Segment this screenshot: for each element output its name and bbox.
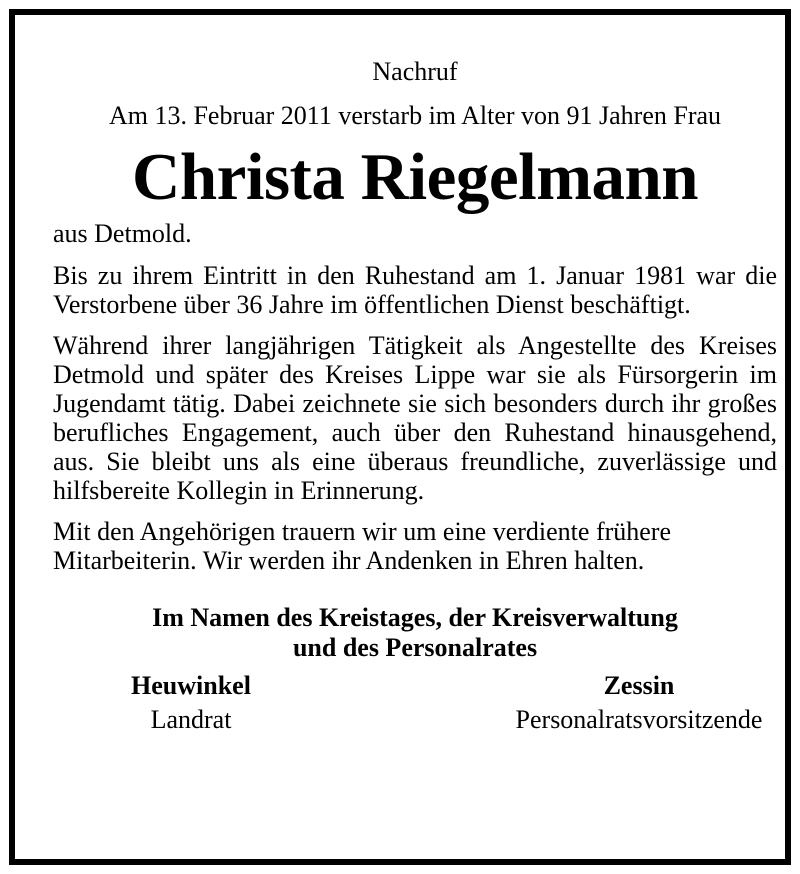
paragraph-work: Während ihrer langjährigen Tätigkeit als Angestellte des Kreises Detmold und später des Kreises Lippe war sie als Fürsorgerin im Jugendamt tätig. Dabei zeichnete sie sich besonders durch ihr großes berufliches Engagement, auch über den Ruhestand hinausgehend, aus. Sie bleibt uns als eine überaus freundliche, zuverlässige und hilfsbereite Kollegin in Erinnerung. xyxy=(53,331,777,505)
sender-line-1: Im Namen des Kreistages, der Kreisverwaltung xyxy=(152,603,678,632)
sender-block xyxy=(53,603,777,663)
paragraph-career: Bis zu ihrem Eintritt in den Ruhestand am 1. Januar 1981 war die Verstorbene über 36 Jahre im öffentlichen Dienst beschäftigt. xyxy=(53,261,777,319)
intro-line: Am 13. Februar 2011 verstarb im Alter von 91 Jahren Frau xyxy=(108,101,722,130)
sender-line-2: und des Personalrates xyxy=(292,633,538,662)
signatory-title: Personalratsvorsitzende xyxy=(515,705,763,734)
signatures xyxy=(53,669,777,737)
origin-line: aus Detmold. xyxy=(53,219,192,248)
obituary-content xyxy=(53,57,777,737)
obituary-frame xyxy=(9,9,791,865)
signatory-left xyxy=(51,669,331,737)
deceased-name: Christa Riegelmann xyxy=(131,140,699,214)
notice-heading: Nachruf xyxy=(372,57,458,86)
paragraph-condolence: Mit den Angehörigen trauern wir um eine verdiente frühere Mitarbeiterin. Wir werden ihr Andenken in Ehren halten. xyxy=(53,517,671,575)
signatory-right xyxy=(469,669,800,737)
signatory-title: Landrat xyxy=(150,705,232,734)
signatory-name: Heuwinkel xyxy=(131,671,251,700)
signatory-name: Zessin xyxy=(603,671,675,700)
